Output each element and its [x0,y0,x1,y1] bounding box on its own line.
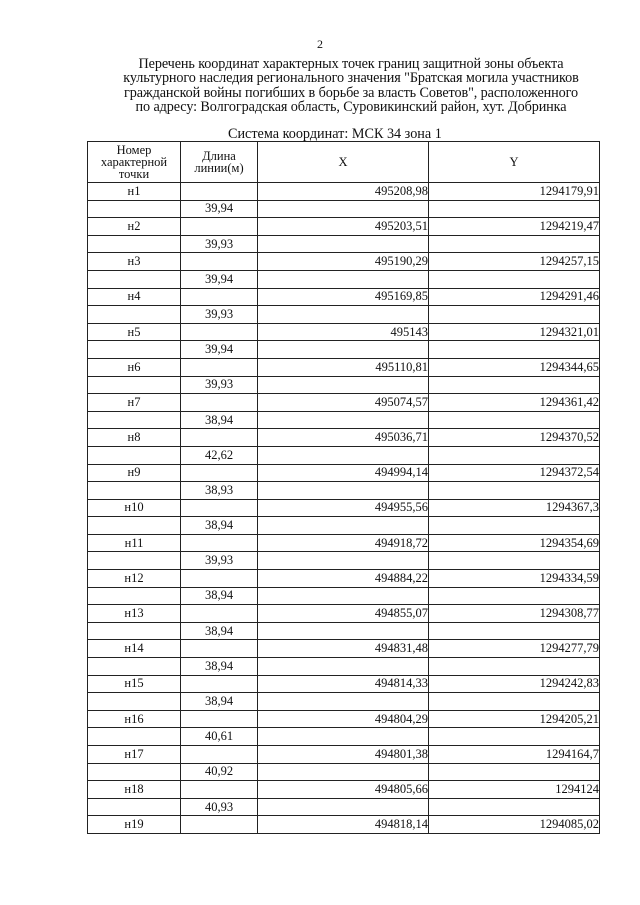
x-coordinate-cell: 495190,29 [258,253,429,271]
header-y: Y [429,142,600,183]
point-number-cell: н19 [88,816,181,834]
table-header-row [88,142,600,183]
point-number-cell: н2 [88,218,181,236]
title-line: культурного наследия регионального значения "Братская могила участников [123,70,579,87]
line-length-cell: 39,93 [181,376,258,394]
coordinates-table [87,141,600,834]
point-number-cell [88,200,181,218]
table-row [88,200,600,218]
y-coordinate-cell: 1294361,42 [429,394,600,412]
y-coordinate-cell: 1294219,47 [429,218,600,236]
page-number: 2 [317,37,323,51]
x-coordinate-cell: 494804,29 [258,710,429,728]
point-number-cell [88,235,181,253]
point-number-cell: н9 [88,464,181,482]
table-row [88,552,600,570]
point-number-cell: н14 [88,640,181,658]
table-row [88,781,600,799]
y-coordinate-cell: 1294257,15 [429,253,600,271]
line-length-cell [181,288,258,306]
x-coordinate-cell: 495110,81 [258,358,429,376]
x-coordinate-cell: 494884,22 [258,570,429,588]
line-length-cell [181,429,258,447]
y-coordinate-cell [429,517,600,535]
point-number-cell: н11 [88,534,181,552]
point-number-cell: н3 [88,253,181,271]
x-coordinate-cell: 494855,07 [258,605,429,623]
x-coordinate-cell [258,270,429,288]
x-coordinate-cell [258,587,429,605]
x-coordinate-cell [258,411,429,429]
x-coordinate-cell [258,552,429,570]
line-length-cell: 39,93 [181,235,258,253]
line-length-cell: 38,94 [181,622,258,640]
line-length-cell [181,746,258,764]
x-coordinate-cell: 495143 [258,323,429,341]
line-length-cell [181,464,258,482]
table-row [88,183,600,201]
y-coordinate-cell: 1294124 [429,781,600,799]
point-number-cell [88,658,181,676]
line-length-cell [181,570,258,588]
point-number-cell [88,728,181,746]
table-row [88,306,600,324]
x-coordinate-cell [258,306,429,324]
header-line-length: Длина линии(м) [181,142,258,183]
y-coordinate-cell [429,728,600,746]
table-row [88,499,600,517]
line-length-cell [181,816,258,834]
y-coordinate-cell [429,587,600,605]
y-coordinate-cell [429,235,600,253]
table-row [88,746,600,764]
line-length-cell: 40,93 [181,798,258,816]
y-coordinate-cell [429,658,600,676]
table-row [88,658,600,676]
x-coordinate-cell: 494994,14 [258,464,429,482]
y-coordinate-cell [429,270,600,288]
line-length-cell: 39,93 [181,552,258,570]
point-number-cell [88,376,181,394]
title-line: по адресу: Волгоградская область, Суровикинский район, хут. Добринка [135,99,567,116]
x-coordinate-cell [258,763,429,781]
y-coordinate-cell [429,446,600,464]
y-coordinate-cell: 1294354,69 [429,534,600,552]
table-row [88,288,600,306]
point-number-cell: н6 [88,358,181,376]
table-row [88,816,600,834]
point-number-cell [88,587,181,605]
line-length-cell: 39,94 [181,270,258,288]
y-coordinate-cell: 1294242,83 [429,675,600,693]
y-coordinate-cell: 1294291,46 [429,288,600,306]
table-row [88,728,600,746]
x-coordinate-cell: 495169,85 [258,288,429,306]
line-length-cell: 39,94 [181,200,258,218]
x-coordinate-cell [258,341,429,359]
table-row [88,622,600,640]
y-coordinate-cell [429,622,600,640]
line-length-cell: 42,62 [181,446,258,464]
line-length-cell: 39,94 [181,341,258,359]
x-coordinate-cell: 495074,57 [258,394,429,412]
line-length-cell [181,358,258,376]
x-coordinate-cell [258,658,429,676]
line-length-cell [181,218,258,236]
x-coordinate-cell [258,200,429,218]
line-length-cell [181,605,258,623]
table-row [88,253,600,271]
y-coordinate-cell [429,411,600,429]
x-coordinate-cell: 494831,48 [258,640,429,658]
point-number-cell: н4 [88,288,181,306]
x-coordinate-cell [258,622,429,640]
y-coordinate-cell [429,763,600,781]
table-row [88,429,600,447]
line-length-cell [181,253,258,271]
coordinates-table-body [88,183,600,834]
table-row [88,235,600,253]
title-line: гражданской войны погибших в борьбе за власть Советов", расположенного [123,84,579,101]
document-title [95,57,607,115]
x-coordinate-cell [258,235,429,253]
y-coordinate-cell: 1294164,7 [429,746,600,764]
point-number-cell: н13 [88,605,181,623]
point-number-cell: н1 [88,183,181,201]
x-coordinate-cell: 494955,56 [258,499,429,517]
line-length-cell [181,183,258,201]
table-row [88,763,600,781]
y-coordinate-cell [429,693,600,711]
x-coordinate-cell: 494818,14 [258,816,429,834]
point-number-cell [88,622,181,640]
table-row [88,394,600,412]
line-length-cell [181,394,258,412]
x-coordinate-cell [258,517,429,535]
line-length-cell: 38,94 [181,693,258,711]
table-row [88,270,600,288]
x-coordinate-cell: 494801,38 [258,746,429,764]
table-row [88,605,600,623]
point-number-cell: н17 [88,746,181,764]
y-coordinate-cell [429,306,600,324]
title-line: Перечень координат характерных точек границ защитной зоны объекта [138,56,564,72]
x-coordinate-cell [258,693,429,711]
line-length-cell [181,675,258,693]
x-coordinate-cell [258,376,429,394]
table-row [88,587,600,605]
x-coordinate-cell: 494814,33 [258,675,429,693]
y-coordinate-cell: 1294277,79 [429,640,600,658]
line-length-cell: 40,61 [181,728,258,746]
table-row [88,640,600,658]
y-coordinate-cell: 1294372,54 [429,464,600,482]
y-coordinate-cell [429,376,600,394]
point-number-cell: н8 [88,429,181,447]
y-coordinate-cell: 1294205,21 [429,710,600,728]
y-coordinate-cell [429,552,600,570]
point-number-cell [88,763,181,781]
x-coordinate-cell [258,482,429,500]
point-number-cell [88,482,181,500]
x-coordinate-cell: 494805,66 [258,781,429,799]
y-coordinate-cell: 1294334,59 [429,570,600,588]
line-length-cell: 40,92 [181,763,258,781]
x-coordinate-cell [258,446,429,464]
y-coordinate-cell: 1294308,77 [429,605,600,623]
x-coordinate-cell: 494918,72 [258,534,429,552]
table-row [88,693,600,711]
point-number-cell [88,411,181,429]
point-number-cell: н16 [88,710,181,728]
point-number-cell [88,270,181,288]
point-number-cell: н5 [88,323,181,341]
line-length-cell [181,781,258,799]
table-row [88,446,600,464]
table-row [88,482,600,500]
line-length-cell: 38,94 [181,587,258,605]
y-coordinate-cell: 1294321,01 [429,323,600,341]
coordinate-system-label: Система координат: МСК 34 зона 1 [228,126,442,142]
table-row [88,710,600,728]
point-number-cell [88,517,181,535]
y-coordinate-cell [429,482,600,500]
table-row [88,464,600,482]
y-coordinate-cell: 1294179,91 [429,183,600,201]
line-length-cell [181,640,258,658]
point-number-cell: н7 [88,394,181,412]
line-length-cell: 38,93 [181,482,258,500]
point-number-cell: н18 [88,781,181,799]
point-number-cell [88,341,181,359]
y-coordinate-cell [429,341,600,359]
table-row [88,517,600,535]
header-x: X [258,142,429,183]
point-number-cell: н15 [88,675,181,693]
line-length-cell: 38,94 [181,411,258,429]
y-coordinate-cell [429,798,600,816]
point-number-cell [88,306,181,324]
x-coordinate-cell [258,728,429,746]
line-length-cell: 38,94 [181,658,258,676]
point-number-cell [88,552,181,570]
x-coordinate-cell: 495036,71 [258,429,429,447]
table-row [88,534,600,552]
table-row [88,341,600,359]
table-row [88,218,600,236]
y-coordinate-cell: 1294344,65 [429,358,600,376]
line-length-cell [181,499,258,517]
line-length-cell [181,323,258,341]
x-coordinate-cell: 495208,98 [258,183,429,201]
line-length-cell [181,710,258,728]
table-row [88,675,600,693]
y-coordinate-cell [429,200,600,218]
point-number-cell: н12 [88,570,181,588]
line-length-cell: 38,94 [181,517,258,535]
point-number-cell [88,446,181,464]
table-row [88,323,600,341]
y-coordinate-cell: 1294085,02 [429,816,600,834]
point-number-cell: н10 [88,499,181,517]
table-row [88,358,600,376]
header-point-number: Номер характерной точки [88,142,181,183]
y-coordinate-cell: 1294367,3 [429,499,600,517]
table-row [88,411,600,429]
point-number-cell [88,798,181,816]
table-row [88,570,600,588]
line-length-cell: 39,93 [181,306,258,324]
y-coordinate-cell: 1294370,52 [429,429,600,447]
x-coordinate-cell: 495203,51 [258,218,429,236]
line-length-cell [181,534,258,552]
x-coordinate-cell [258,798,429,816]
table-row [88,376,600,394]
point-number-cell [88,693,181,711]
table-row [88,798,600,816]
